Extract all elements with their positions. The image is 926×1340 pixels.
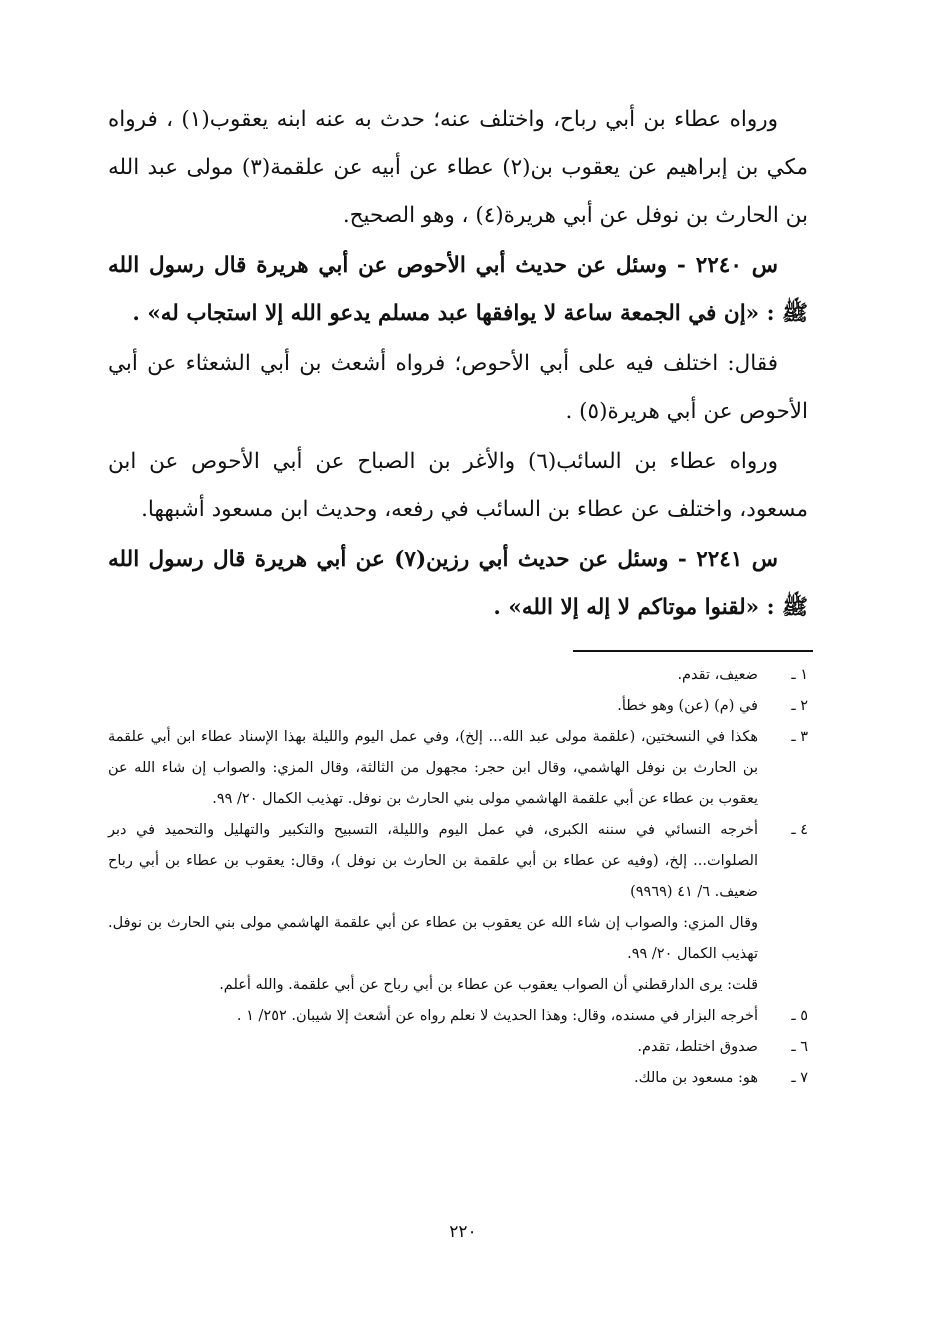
footnote-text: أخرجه النسائي في سننه الكبرى، في عمل اليوم والليلة، التسبيح والتكبير والتهليل والتحميد في دبر الصلوات... إلخ، (وفيه عن عطاء بن أبي علقمة بن الحارث بن نوفل )، وقال: يعقوب بن عطاء بن أبي رباح ضعيف. ٦/ ٤١ (٩٩٦٩) [108,822,758,900]
question-2240-text: وسئل عن حديث أبي الأحوص عن أبي هريرة قال رسول الله ﷺ : «إن في الجمعة ساعة لا يوافقها عبد مسلم يدعو الله إلا استجاب له» . [108,253,808,326]
footnote-4 [108,815,808,908]
footnote-1 [108,660,808,691]
footnote-4-continuation [108,908,808,970]
footnote-5 [108,1001,808,1032]
question-2240 [108,242,808,338]
footnote-divider [573,650,813,652]
footnote-text: قلت: يرى الدارقطني أن الصواب يعقوب عن عطاء بن أبي رباح عن أبي علقمة. والله أعلم. [219,977,758,993]
footnote-number: ٧ ـ [791,1070,808,1086]
footnote-number: ٣ ـ [791,729,808,745]
question-2241 [108,536,808,632]
question-2241-text: وسئل عن حديث أبي رزين(٧) عن أبي هريرة قال رسول الله ﷺ : «لقنوا موتاكم لا إله إلا الله» . [108,547,808,620]
footnote-4-remark [108,970,808,1001]
paragraph-3-text: فقال: اختلف فيه على أبي الأحوص؛ فرواه أشعث بن أبي الشعثاء عن أبي الأحوص عن أبي هريرة(٥) . [108,351,808,424]
page-number: ٢٢٠ [449,1222,477,1242]
footnote-number: ٦ ـ [791,1039,808,1055]
footnote-3 [108,722,808,815]
footnote-text: هكذا في النسختين، (علقمة مولى عبد الله... إلخ)، وفي عمل اليوم والليلة بهذا الإسناد عطاء ابن أبي علقمة بن الحارث بن نوفل الهاشمي، وقال ابن حجر: مجهول من الثالثة، وقال المزي: والصواب إن شاء الله عن يعقوب بن عطاء عن أبي علقمة الهاشمي مولى بني الحارث بن نوفل. تهذيب الكمال ٢٠/ ٩٩. [108,729,758,807]
footnotes [108,660,808,1094]
footnote-6 [108,1032,808,1063]
footnote-text: هو: مسعود بن مالك. [633,1070,758,1086]
paragraph-4-text: ورواه عطاء بن السائب(٦) والأغر بن الصباح عن أبي الأحوص عن ابن مسعود، واختلف عن عطاء بن السائب في رفعه، وحديث ابن مسعود أشبهها. [108,449,808,522]
footnote-number: ٥ ـ [791,1008,808,1024]
paragraph-1-text: ورواه عطاء بن أبي رباح، واختلف عنه؛ حدث به عنه ابنه يعقوب(١) ، فرواه مكي بن إبراهيم عن يعقوب بن(٢) عطاء عن أبيه عن علقمة(٣) مولى عبد الله بن الحارث بن نوفل عن أبي هريرة(٤) ، وهو الصحيح. [108,107,808,228]
footnote-text: أخرجه البزار في مسنده، وقال: وهذا الحديث لا نعلم رواه عن أشعث إلا شيبان. ٢٥٢/ ١ . [236,1008,758,1024]
paragraph-1 [108,96,808,240]
footnote-7 [108,1063,808,1094]
footnote-2 [108,691,808,722]
main-text [108,96,808,632]
question-2240-number: س ٢٢٤٠ - [676,253,778,278]
footnote-text: في (م) (عن) وهو خطأ. [617,698,758,714]
paragraph-3 [108,340,808,436]
footnote-number: ٤ ـ [791,822,808,838]
question-2241-number: س ٢٢٤١ - [677,547,779,572]
footnote-number: ١ ـ [791,667,808,683]
paragraph-4 [108,438,808,534]
footnote-number: ٢ ـ [791,698,808,714]
footnote-text: صدوق اختلط، تقدم. [637,1039,758,1055]
footnote-text: ضعيف، تقدم. [677,667,758,683]
footnote-text: وقال المزي: والصواب إن شاء الله عن يعقوب بن عطاء عن أبي علقمة الهاشمي مولى بني الحارث بن نوفل. تهذيب الكمال ٢٠/ ٩٩. [108,915,758,962]
